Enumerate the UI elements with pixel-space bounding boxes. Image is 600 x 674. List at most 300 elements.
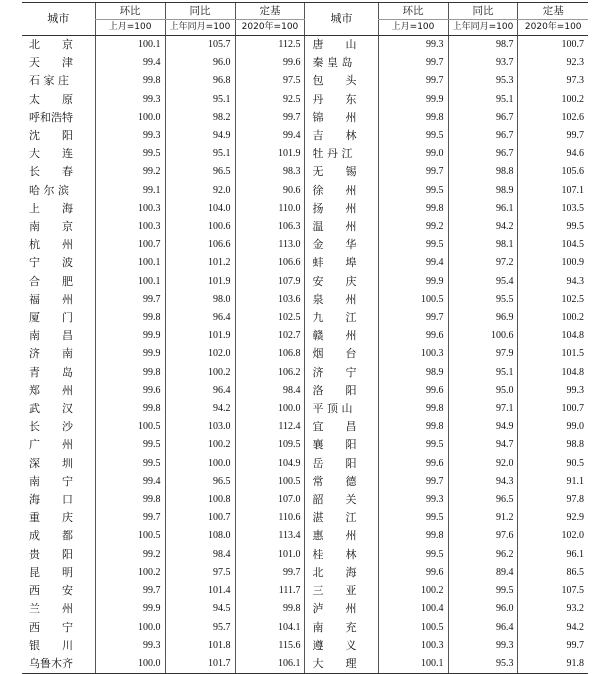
left-city-cell: 长 春: [29, 165, 73, 179]
right-city-cell: 吉 林: [305, 127, 378, 145]
right-base-cell: 101.5: [518, 345, 588, 363]
left-yoy-cell: 103.0: [165, 418, 235, 436]
right-base-cell: 91.8: [518, 655, 588, 674]
left-mom-cell: 99.5: [95, 455, 165, 473]
left-base-cell: 111.7: [235, 582, 305, 600]
left-base-cell: 100.0: [235, 400, 305, 418]
right-mom-cell: 99.8: [378, 400, 448, 418]
right-mom-cell: 100.5: [378, 291, 448, 309]
left-mom-cell: 100.2: [95, 564, 165, 582]
left-mom-cell: 100.1: [95, 36, 165, 55]
left-mom-cell: 99.1: [95, 182, 165, 200]
right-city-cell: 徐 州: [305, 182, 378, 200]
table-row: [22, 345, 588, 363]
right-city-cell: 湛 江: [305, 509, 378, 527]
right-yoy-cell: 94.7: [448, 436, 518, 454]
header-mom-left: 环比: [95, 3, 165, 20]
left-mom-cell: 100.7: [95, 236, 165, 254]
table-row: [22, 655, 588, 674]
left-yoy-cell: 92.0: [165, 182, 235, 200]
left-base-cell: 110.0: [235, 200, 305, 218]
left-yoy-cell: 96.8: [165, 72, 235, 90]
left-mom-cell: 99.6: [95, 382, 165, 400]
right-mom-cell: 99.9: [378, 273, 448, 291]
right-base-cell: 97.8: [518, 491, 588, 509]
left-city-cell: 大 连: [29, 147, 73, 161]
left-yoy-cell: 101.7: [165, 655, 235, 674]
right-yoy-cell: 98.7: [448, 36, 518, 55]
table-row: [22, 127, 588, 145]
subheader-base-right: 2020年=100: [518, 20, 588, 36]
left-base-cell: 99.4: [235, 127, 305, 145]
right-base-cell: 102.5: [518, 291, 588, 309]
right-city-cell: 泉 州: [305, 291, 378, 309]
table-row: [22, 600, 588, 618]
right-yoy-cell: 96.4: [448, 619, 518, 637]
left-yoy-cell: 100.7: [165, 509, 235, 527]
table-header: [22, 3, 588, 36]
left-base-cell: 106.2: [235, 364, 305, 382]
left-base-cell: 102.7: [235, 327, 305, 345]
table-row: [22, 72, 588, 90]
right-yoy-cell: 97.2: [448, 254, 518, 272]
right-mom-cell: 99.6: [378, 327, 448, 345]
left-mom-cell: 99.3: [95, 127, 165, 145]
right-city-cell: 桂 林: [305, 546, 378, 564]
right-mom-cell: 100.3: [378, 637, 448, 655]
left-mom-cell: 99.8: [95, 491, 165, 509]
right-yoy-cell: 91.2: [448, 509, 518, 527]
right-mom-cell: 100.1: [378, 655, 448, 674]
left-city-cell: 南 宁: [29, 474, 73, 488]
right-yoy-cell: 96.1: [448, 200, 518, 218]
left-city-cell: 天 津: [29, 56, 73, 70]
right-yoy-cell: 98.1: [448, 236, 518, 254]
left-base-cell: 97.5: [235, 72, 305, 90]
right-yoy-cell: 99.3: [448, 637, 518, 655]
left-base-cell: 101.9: [235, 145, 305, 163]
left-city-cell: 广 州: [29, 438, 73, 452]
table-row: [22, 200, 588, 218]
right-yoy-cell: 97.1: [448, 400, 518, 418]
right-city-cell: 宜 昌: [305, 418, 378, 436]
right-yoy-cell: 95.0: [448, 382, 518, 400]
table-row: [22, 291, 588, 309]
right-city-cell: 牡 丹 江: [305, 145, 378, 163]
right-city-cell: 烟 台: [305, 345, 378, 363]
left-city-cell: 南 京: [29, 220, 73, 234]
left-mom-cell: 100.5: [95, 527, 165, 545]
right-mom-cell: 99.8: [378, 527, 448, 545]
right-base-cell: 104.8: [518, 364, 588, 382]
left-city-cell: 济 南: [29, 347, 73, 361]
right-base-cell: 99.7: [518, 637, 588, 655]
right-mom-cell: 99.5: [378, 236, 448, 254]
right-city-cell: 赣 州: [305, 327, 378, 345]
right-city-cell: 惠 州: [305, 527, 378, 545]
left-base-cell: 104.1: [235, 619, 305, 637]
left-yoy-cell: 100.6: [165, 218, 235, 236]
left-yoy-cell: 98.2: [165, 109, 235, 127]
left-yoy-cell: 95.1: [165, 91, 235, 109]
left-city-cell: 郑 州: [29, 383, 73, 397]
right-mom-cell: 99.5: [378, 127, 448, 145]
left-city-cell: 厦 门: [29, 311, 73, 325]
subheader-mom-right: 上月=100: [378, 20, 448, 36]
right-city-cell: 襄 阳: [305, 436, 378, 454]
left-mom-cell: 99.9: [95, 345, 165, 363]
left-yoy-cell: 94.2: [165, 400, 235, 418]
left-city-cell: 南 昌: [29, 329, 73, 343]
right-mom-cell: 99.8: [378, 200, 448, 218]
left-city-cell: 宁 波: [29, 256, 73, 270]
right-yoy-cell: 97.9: [448, 345, 518, 363]
left-mom-cell: 99.5: [95, 145, 165, 163]
left-yoy-cell: 100.0: [165, 455, 235, 473]
right-yoy-cell: 95.5: [448, 291, 518, 309]
left-city-cell: 贵 阳: [29, 547, 73, 561]
left-base-cell: 98.4: [235, 382, 305, 400]
header-mom-right: 环比: [378, 3, 448, 20]
table-row: [22, 236, 588, 254]
left-mom-cell: 99.7: [95, 509, 165, 527]
right-yoy-cell: 96.7: [448, 127, 518, 145]
right-yoy-cell: 94.2: [448, 218, 518, 236]
table-row: [22, 509, 588, 527]
table-row: [22, 309, 588, 327]
right-city-cell: 扬 州: [305, 200, 378, 218]
right-mom-cell: 99.5: [378, 509, 448, 527]
right-city-cell: 无 锡: [305, 163, 378, 181]
right-mom-cell: 99.3: [378, 36, 448, 55]
left-yoy-cell: 108.0: [165, 527, 235, 545]
right-base-cell: 107.5: [518, 582, 588, 600]
right-city-cell: 蚌 埠: [305, 254, 378, 272]
right-base-cell: 91.1: [518, 473, 588, 491]
right-mom-cell: 99.6: [378, 382, 448, 400]
right-base-cell: 94.3: [518, 273, 588, 291]
right-yoy-cell: 96.0: [448, 600, 518, 618]
right-city-cell: 唐 山: [305, 36, 378, 55]
table-row: [22, 182, 588, 200]
left-base-cell: 102.5: [235, 309, 305, 327]
left-yoy-cell: 96.5: [165, 473, 235, 491]
left-base-cell: 112.4: [235, 418, 305, 436]
right-city-cell: 北 海: [305, 564, 378, 582]
left-mom-cell: 99.3: [95, 637, 165, 655]
left-yoy-cell: 96.5: [165, 163, 235, 181]
left-base-cell: 113.0: [235, 236, 305, 254]
left-yoy-cell: 98.0: [165, 291, 235, 309]
right-city-cell: 大 理: [305, 655, 378, 674]
right-base-cell: 100.2: [518, 91, 588, 109]
right-mom-cell: 99.8: [378, 109, 448, 127]
right-base-cell: 107.1: [518, 182, 588, 200]
left-mom-cell: 99.8: [95, 400, 165, 418]
left-base-cell: 115.6: [235, 637, 305, 655]
left-base-cell: 113.4: [235, 527, 305, 545]
left-yoy-cell: 94.5: [165, 600, 235, 618]
left-base-cell: 106.6: [235, 254, 305, 272]
left-base-cell: 109.5: [235, 436, 305, 454]
right-base-cell: 99.3: [518, 382, 588, 400]
table-row: [22, 637, 588, 655]
left-mom-cell: 100.3: [95, 200, 165, 218]
left-yoy-cell: 97.5: [165, 564, 235, 582]
right-city-cell: 遵 义: [305, 637, 378, 655]
table-row: [22, 527, 588, 545]
right-base-cell: 99.0: [518, 418, 588, 436]
right-yoy-cell: 95.1: [448, 364, 518, 382]
header-city-right: 城市: [305, 3, 378, 36]
right-city-cell: 济 宁: [305, 364, 378, 382]
header-city-left: 城市: [22, 3, 95, 36]
left-base-cell: 92.5: [235, 91, 305, 109]
left-city-cell: 杭 州: [29, 238, 73, 252]
right-mom-cell: 99.6: [378, 455, 448, 473]
left-yoy-cell: 105.7: [165, 36, 235, 55]
left-yoy-cell: 101.9: [165, 273, 235, 291]
right-city-cell: 泸 州: [305, 600, 378, 618]
header-yoy-left: 同比: [165, 3, 235, 20]
header-row-main: [22, 3, 588, 20]
left-base-cell: 110.6: [235, 509, 305, 527]
left-base-cell: 100.5: [235, 473, 305, 491]
table-row: [22, 455, 588, 473]
right-base-cell: 93.2: [518, 600, 588, 618]
right-yoy-cell: 94.9: [448, 418, 518, 436]
right-mom-cell: 99.5: [378, 436, 448, 454]
left-yoy-cell: 96.4: [165, 382, 235, 400]
left-base-cell: 98.3: [235, 163, 305, 181]
left-mom-cell: 99.4: [95, 473, 165, 491]
left-city-cell: 呼和浩特: [29, 110, 73, 124]
left-mom-cell: 100.5: [95, 418, 165, 436]
right-base-cell: 96.1: [518, 546, 588, 564]
left-city-cell: 合 肥: [29, 274, 73, 288]
right-mom-cell: 100.5: [378, 619, 448, 637]
left-yoy-cell: 96.0: [165, 54, 235, 72]
table-row: [22, 254, 588, 272]
left-base-cell: 99.7: [235, 109, 305, 127]
right-city-cell: 安 庆: [305, 273, 378, 291]
left-yoy-cell: 94.9: [165, 127, 235, 145]
left-city-cell: 上 海: [29, 201, 73, 215]
left-mom-cell: 99.9: [95, 327, 165, 345]
left-city-cell: 昆 明: [29, 565, 73, 579]
table-row: [22, 382, 588, 400]
left-base-cell: 106.8: [235, 345, 305, 363]
subheader-yoy-right: 上年同月=100: [448, 20, 518, 36]
header-base-left: 定基: [235, 3, 305, 20]
right-mom-cell: 100.4: [378, 600, 448, 618]
left-mom-cell: 99.2: [95, 546, 165, 564]
right-base-cell: 102.6: [518, 109, 588, 127]
right-yoy-cell: 100.6: [448, 327, 518, 345]
left-city-cell: 北 京: [29, 38, 73, 51]
right-city-cell: 包 头: [305, 72, 378, 90]
table-row: [22, 491, 588, 509]
right-yoy-cell: 98.8: [448, 163, 518, 181]
right-city-cell: 秦 皇 岛: [305, 54, 378, 72]
right-mom-cell: 99.7: [378, 163, 448, 181]
left-yoy-cell: 100.8: [165, 491, 235, 509]
left-yoy-cell: 100.2: [165, 436, 235, 454]
left-city-cell: 成 都: [29, 529, 73, 543]
left-city-cell: 乌鲁木齐: [22, 655, 95, 674]
right-yoy-cell: 95.1: [448, 91, 518, 109]
left-mom-cell: 100.1: [95, 273, 165, 291]
left-base-cell: 103.6: [235, 291, 305, 309]
right-mom-cell: 99.3: [378, 491, 448, 509]
right-mom-cell: 99.7: [378, 72, 448, 90]
left-mom-cell: 99.4: [95, 54, 165, 72]
table-row: [22, 619, 588, 637]
left-city-cell: 兰 州: [29, 602, 73, 616]
right-mom-cell: 99.8: [378, 418, 448, 436]
left-yoy-cell: 101.4: [165, 582, 235, 600]
left-base-cell: 106.3: [235, 218, 305, 236]
right-yoy-cell: 95.4: [448, 273, 518, 291]
right-city-cell: 洛 阳: [305, 382, 378, 400]
left-mom-cell: 99.8: [95, 72, 165, 90]
right-yoy-cell: 96.7: [448, 145, 518, 163]
left-mom-cell: 100.1: [95, 254, 165, 272]
right-mom-cell: 99.7: [378, 54, 448, 72]
left-yoy-cell: 96.4: [165, 309, 235, 327]
subheader-base-left: 2020年=100: [235, 20, 305, 36]
left-yoy-cell: 104.0: [165, 200, 235, 218]
right-mom-cell: 99.7: [378, 473, 448, 491]
right-city-cell: 常 德: [305, 473, 378, 491]
table-row: [22, 109, 588, 127]
left-mom-cell: 99.3: [95, 91, 165, 109]
left-yoy-cell: 101.2: [165, 254, 235, 272]
left-base-cell: 107.0: [235, 491, 305, 509]
table-row: [22, 91, 588, 109]
right-base-cell: 104.8: [518, 327, 588, 345]
right-city-cell: 温 州: [305, 218, 378, 236]
right-yoy-cell: 96.5: [448, 491, 518, 509]
right-base-cell: 100.2: [518, 309, 588, 327]
right-city-cell: 丹 东: [305, 91, 378, 109]
left-mom-cell: 99.7: [95, 291, 165, 309]
left-mom-cell: 100.0: [95, 619, 165, 637]
right-yoy-cell: 96.7: [448, 109, 518, 127]
left-base-cell: 104.9: [235, 455, 305, 473]
left-base-cell: 106.1: [235, 655, 305, 674]
left-mom-cell: 100.0: [95, 655, 165, 674]
left-base-cell: 99.6: [235, 54, 305, 72]
table-row: [22, 400, 588, 418]
right-yoy-cell: 94.3: [448, 473, 518, 491]
right-mom-cell: 99.5: [378, 546, 448, 564]
right-yoy-cell: 98.9: [448, 182, 518, 200]
left-yoy-cell: 95.1: [165, 145, 235, 163]
left-city-cell: 西 安: [29, 584, 73, 598]
left-city-cell: 银 川: [29, 638, 73, 652]
left-mom-cell: 100.0: [95, 109, 165, 127]
right-base-cell: 103.5: [518, 200, 588, 218]
left-city-cell: 海 口: [29, 493, 73, 507]
right-city-cell: 金 华: [305, 236, 378, 254]
right-yoy-cell: 95.3: [448, 72, 518, 90]
left-city-cell: 深 圳: [29, 456, 73, 470]
left-yoy-cell: 98.4: [165, 546, 235, 564]
table-row: [22, 582, 588, 600]
right-base-cell: 90.5: [518, 455, 588, 473]
right-base-cell: 105.6: [518, 163, 588, 181]
table-row: [22, 163, 588, 181]
left-yoy-cell: 95.7: [165, 619, 235, 637]
table-row: [22, 364, 588, 382]
right-city-cell: 韶 关: [305, 491, 378, 509]
right-yoy-cell: 93.7: [448, 54, 518, 72]
right-city-cell: 九 江: [305, 309, 378, 327]
right-city-cell: 岳 阳: [305, 455, 378, 473]
right-mom-cell: 99.6: [378, 564, 448, 582]
right-base-cell: 104.5: [518, 236, 588, 254]
left-base-cell: 99.7: [235, 564, 305, 582]
right-yoy-cell: 99.5: [448, 582, 518, 600]
table-row: [22, 546, 588, 564]
table-row: [22, 218, 588, 236]
left-base-cell: 90.6: [235, 182, 305, 200]
right-yoy-cell: 89.4: [448, 564, 518, 582]
left-mom-cell: 99.9: [95, 600, 165, 618]
subheader-mom-left: 上月=100: [95, 20, 165, 36]
table-row: [22, 564, 588, 582]
left-yoy-cell: 101.9: [165, 327, 235, 345]
left-mom-cell: 100.3: [95, 218, 165, 236]
header-base-right: 定基: [518, 3, 588, 20]
right-base-cell: 94.2: [518, 619, 588, 637]
left-city-cell: 沈 阳: [29, 129, 73, 143]
table-row: [22, 145, 588, 163]
right-mom-cell: 100.2: [378, 582, 448, 600]
right-base-cell: 86.5: [518, 564, 588, 582]
right-mom-cell: 99.4: [378, 254, 448, 272]
table-body: [22, 36, 588, 674]
left-city-cell: 哈 尔 滨: [29, 183, 69, 197]
left-city-cell: 长 沙: [29, 420, 73, 434]
left-base-cell: 101.0: [235, 546, 305, 564]
left-mom-cell: 99.7: [95, 582, 165, 600]
table-row: [22, 36, 588, 55]
right-yoy-cell: 97.6: [448, 527, 518, 545]
right-base-cell: 94.6: [518, 145, 588, 163]
left-city-cell: 重 庆: [29, 511, 73, 525]
price-index-table: [22, 2, 588, 674]
price-index-table-container: [22, 2, 588, 674]
right-base-cell: 99.5: [518, 218, 588, 236]
header-yoy-right: 同比: [448, 3, 518, 20]
table-row: [22, 473, 588, 491]
left-city-cell: 石 家 庄: [29, 74, 69, 88]
left-yoy-cell: 101.8: [165, 637, 235, 655]
subheader-yoy-left: 上年同月=100: [165, 20, 235, 36]
right-base-cell: 100.7: [518, 400, 588, 418]
right-yoy-cell: 95.3: [448, 655, 518, 674]
left-yoy-cell: 100.2: [165, 364, 235, 382]
table-row: [22, 54, 588, 72]
right-base-cell: 100.7: [518, 36, 588, 55]
table-row: [22, 327, 588, 345]
left-mom-cell: 99.5: [95, 436, 165, 454]
right-base-cell: 98.8: [518, 436, 588, 454]
left-mom-cell: 99.8: [95, 364, 165, 382]
right-base-cell: 97.3: [518, 72, 588, 90]
